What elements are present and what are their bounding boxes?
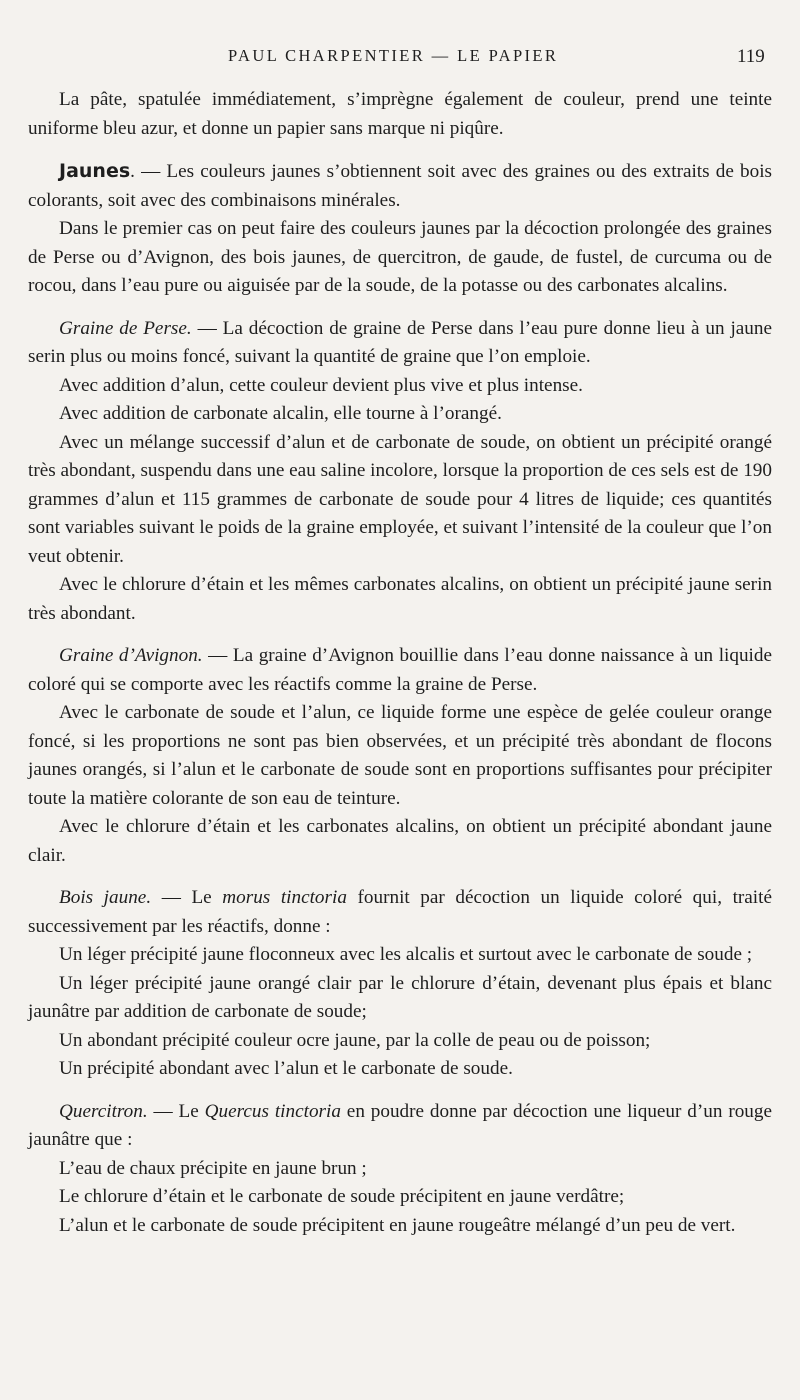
run-in-heading: Quercitron. [59,1100,148,1122]
paragraph-graine-de-perse [28,315,772,372]
paragraph: Avec le carbonate de soude et l’alun, ce liquide forme une espèce de gelée couleur orange foncé, si les proportions ne sont pas bien observées, et un précipité très abondant de flocons jaunes orangés, si l’alun et le carbonate de soude sont en proportions suffisantes pour précipiter toute la matière colorante de son eau de teinture. [28,702,772,809]
paragraph: Un léger précipité jaune floconneux avec les alcalis et surtout avec le carbonate de soude ; [59,944,753,965]
paragraph: Avec un mélange successif d’alun et de carbonate de soude, on obtient un précipité orangé très abondant, suspendu dans une eau saline incolore, lorsque la proportion de ces sels est de 190 grammes d’alun et 115 grammes de carbonate de soude pour 4 litres de liquide; ces quantités sont variables suivant le poids de la graine employée, et suivant l’intensité de la couleur que l’on veut obtenir. [28,431,772,567]
paragraph: Avec le chlorure d’étain et les mêmes carbonates alcalins, on obtient un précipité jaune serin très abondant. [28,574,772,624]
run-in-heading: Graine d’Avignon. [59,645,203,666]
paragraph-text: fournit par décoction un liquide coloré qui, traité successivement par les réactifs, donne : [28,887,772,937]
paragraph: Avec addition de carbonate alcalin, elle tourne à l’orangé. [59,403,502,424]
latin-name: Quercus tinctoria [204,1100,341,1122]
paragraph: Un léger précipité jaune orangé clair par le chlorure d’étain, devenant plus épais et blanc jaunâtre par addition de carbonate de soude; [28,972,772,1022]
paragraph-jaunes [28,157,772,215]
paragraph: La pâte, spatulée immédiatement, s’imprègne également de couleur, prend une teinte uniforme bleu azur, et donne un papier sans marque ni piqûre. [28,89,772,139]
page-header [0,46,800,70]
paragraph-text: . — Les couleurs jaunes s’obtiennent soit avec des graines ou des extraits de bois colorants, soit avec des combinaisons minérales. [28,161,772,211]
paragraph-text: — La décoction de graine de Perse dans l’eau pure donne lieu à un jaune serin plus ou moins foncé, suivant la quantité de graine que l’on emploie. [28,317,773,367]
paragraph-bois-jaune [28,884,772,941]
paragraph: Avec addition d’alun, cette couleur devient plus vive et plus intense. [59,374,583,396]
paragraph-text: en poudre donne par décoction une liqueur d’un rouge jaunâtre que : [28,1100,773,1150]
body-text [28,86,772,1240]
paragraph-text: — La graine d’Avignon bouillie dans l’eau donne naissance à un liquide coloré qui se comporte avec les réactifs comme la graine de Perse. [28,645,772,695]
paragraph-graine-d-avignon [28,642,772,699]
run-in-heading: Bois jaune. [59,887,152,908]
run-in-heading: Graine de Perse. [59,317,192,339]
paragraph-text: — Le [151,887,223,908]
paragraph-text: — Le [147,1100,205,1122]
paragraph: Un précipité abondant avec l’alun et le carbonate de soude. [59,1058,513,1079]
paragraph: L’alun et le carbonate de soude précipitent en jaune rougeâtre mélangé d’un peu de vert. [59,1214,736,1236]
latin-name: morus tinctoria [222,887,347,908]
paragraph: Dans le premier cas on peut faire des couleurs jaunes par la décoction prolongée des graines de Perse ou d’Avignon, des bois jaunes, de quercitron, de gaude, de fustel, de curcuma ou de rocou, dans l’eau pure ou aiguisée par de la soude, de la potasse ou des carbonates alcalins. [28,218,772,296]
page-number: 119 [737,46,765,67]
paragraph: Avec le chlorure d’étain et les carbonates alcalins, on obtient un précipité abondant jaune clair. [28,816,772,866]
running-title: PAUL CHARPENTIER — LE PAPIER [228,46,559,65]
paragraph-quercitron [28,1098,772,1155]
section-title: Jaunes [59,160,131,182]
paragraph: Un abondant précipité couleur ocre jaune, par la colle de peau ou de poisson; [59,1029,651,1051]
paragraph: Le chlorure d’étain et le carbonate de soude précipitent en jaune verdâtre; [59,1186,625,1207]
paragraph: L’eau de chaux précipite en jaune brun ; [59,1157,367,1179]
